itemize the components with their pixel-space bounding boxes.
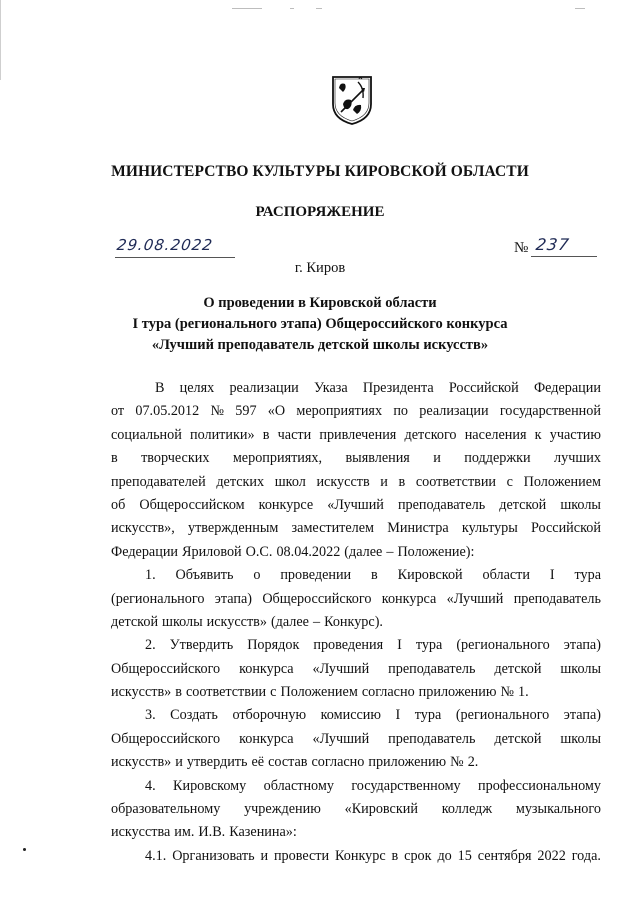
- word: преподаватель: [388, 730, 476, 747]
- word: проведении: [280, 567, 352, 584]
- word: согласно: [311, 754, 365, 771]
- word: преподаватель: [397, 496, 486, 513]
- word: 2022: [537, 847, 566, 864]
- word: реализации: [419, 403, 489, 420]
- word: этапа): [563, 707, 601, 724]
- word: в: [371, 567, 378, 584]
- scan-dot: [23, 848, 26, 851]
- word: «Лучший: [446, 590, 504, 607]
- word: искусств: [316, 473, 370, 490]
- word: области: [482, 567, 530, 584]
- word: №: [500, 684, 515, 701]
- word: Порядок: [247, 637, 300, 654]
- word: тура: [415, 637, 443, 654]
- word: (далее: [344, 543, 383, 560]
- word: I: [397, 637, 402, 654]
- word: до: [437, 847, 452, 864]
- word: «Кировский: [344, 801, 418, 818]
- word: искусств»: [206, 613, 267, 630]
- word: детской: [494, 660, 542, 677]
- word: Объявить: [175, 567, 234, 584]
- word: «О: [267, 403, 286, 420]
- word: областному: [263, 777, 334, 794]
- text-line: [111, 611, 601, 634]
- word: I: [395, 707, 401, 724]
- word: I: [549, 567, 555, 584]
- text-line: [111, 798, 601, 821]
- text-line: [111, 681, 601, 704]
- word: Конкурс).: [324, 613, 383, 630]
- word: отборочную: [232, 707, 307, 724]
- word: о: [253, 567, 261, 584]
- word: Федерации: [111, 543, 179, 560]
- word: Общероссийского: [111, 730, 221, 747]
- word: им.: [174, 824, 195, 841]
- document-body: [111, 377, 601, 868]
- word: –: [386, 543, 394, 560]
- word: 597: [235, 403, 257, 420]
- document-date: 29.08.2022: [115, 236, 215, 254]
- word: соответствии: [185, 684, 267, 701]
- word: её: [251, 754, 265, 771]
- text-line: [111, 564, 601, 587]
- ministry-title: МИНИСТЕРСТВО КУЛЬТУРЫ КИРОВСКОЙ ОБЛАСТИ: [111, 163, 529, 180]
- document-subject: [0, 293, 640, 356]
- word: и: [175, 754, 183, 771]
- scan-artifact: [290, 8, 294, 9]
- text-line: [111, 845, 601, 868]
- word: тура: [574, 567, 601, 584]
- word: государственному: [351, 777, 461, 794]
- paragraph-item-1: [111, 564, 601, 634]
- word: 3.: [145, 707, 156, 724]
- word: искусств»: [111, 684, 172, 701]
- word: «Лучший: [312, 730, 370, 747]
- word: в: [175, 684, 182, 701]
- word: (далее: [270, 613, 309, 630]
- word: выявления: [345, 450, 410, 467]
- word: (регионального: [111, 590, 205, 607]
- paragraph-item-4: [111, 775, 601, 845]
- word: 15: [457, 847, 472, 864]
- word: соответствии: [415, 473, 497, 490]
- word: и: [433, 450, 441, 467]
- word: состав: [268, 754, 308, 771]
- word: Федерации: [533, 380, 601, 396]
- word: –: [312, 613, 321, 630]
- word: Указа: [313, 380, 348, 396]
- word: (регионального: [455, 707, 550, 724]
- word: согласно: [361, 684, 415, 701]
- word: в: [111, 450, 118, 467]
- word: искусства: [111, 824, 171, 841]
- word: 07.05.2012: [135, 403, 200, 420]
- word: конкурса: [239, 730, 294, 747]
- word: 1.: [145, 567, 156, 584]
- word: по: [393, 403, 408, 420]
- word: мероприятиях: [296, 403, 383, 420]
- word: 4.: [145, 777, 156, 794]
- word: колледж: [441, 801, 493, 818]
- text-line: [111, 704, 601, 727]
- word: культуры: [461, 520, 518, 537]
- word: детской: [499, 496, 547, 513]
- word: и: [380, 473, 388, 490]
- word: участию: [549, 426, 601, 443]
- word: детской: [111, 613, 159, 630]
- word: Министра: [387, 520, 449, 537]
- word: «Лучший: [312, 660, 370, 677]
- word: Кировской: [397, 567, 463, 584]
- word: приложению: [368, 754, 447, 771]
- word: 4.1.: [145, 847, 167, 864]
- document-number: 237: [534, 235, 571, 254]
- word: Организовать: [172, 847, 255, 864]
- scan-artifact: [575, 8, 585, 9]
- word: детской: [494, 730, 542, 747]
- word: конкурса: [239, 660, 294, 677]
- word: 1.: [518, 684, 529, 701]
- word: Президента: [362, 380, 434, 396]
- date-underline: [115, 257, 235, 258]
- word: 08.04.2022: [276, 543, 341, 560]
- word: с: [506, 473, 513, 490]
- scan-edge-mark: [0, 0, 1, 80]
- word: преподаватель: [388, 660, 476, 677]
- word: проведения: [313, 637, 384, 654]
- word: Конкурс: [335, 847, 386, 864]
- text-line: [111, 471, 601, 494]
- word: от: [111, 403, 125, 420]
- word: срок: [404, 847, 432, 864]
- word: О.С.: [245, 543, 273, 560]
- word: заместителем: [291, 520, 375, 537]
- word: утвердить: [186, 754, 248, 771]
- document-type: РАСПОРЯЖЕНИЕ: [255, 204, 385, 220]
- word: Общероссийского: [111, 660, 221, 677]
- word: профессиональному: [478, 777, 601, 794]
- text-line: [111, 494, 601, 517]
- kirov-coat-of-arms-icon: [331, 74, 373, 126]
- word: Яриловой: [182, 543, 242, 560]
- word: года.: [571, 847, 601, 864]
- word: Создать: [170, 707, 218, 724]
- paragraph-item-2: [111, 634, 601, 704]
- text-line: [111, 728, 601, 751]
- word: утвержденным: [188, 520, 279, 537]
- word: конкурса: [381, 590, 437, 607]
- subject-line: О проведении в Кировской области: [203, 295, 437, 311]
- word: лучших: [554, 450, 601, 467]
- paragraph-item-4-1: [111, 845, 601, 868]
- word: школы: [560, 730, 601, 747]
- word: населения: [464, 426, 527, 443]
- word: с: [270, 684, 277, 701]
- word: учреждению: [244, 801, 321, 818]
- word: В: [155, 380, 165, 396]
- word: Положение):: [397, 543, 475, 560]
- word: сентября: [477, 847, 532, 864]
- word: Утвердить: [169, 637, 234, 654]
- subject-line: «Лучший преподаватель детской школы искусств»: [151, 337, 489, 353]
- word: искусств»,: [111, 520, 175, 537]
- text-line: [111, 447, 601, 470]
- word: этапа): [214, 590, 252, 607]
- text-line: [111, 424, 601, 447]
- text-line: [111, 377, 601, 400]
- text-line: [111, 517, 601, 540]
- text-line: [111, 541, 601, 564]
- word: об: [111, 496, 126, 513]
- text-line: [111, 588, 601, 611]
- word: Российской: [531, 520, 601, 537]
- word: к: [534, 426, 542, 443]
- word: в: [391, 847, 399, 864]
- text-line: [111, 751, 601, 774]
- word: комиссию: [320, 707, 381, 724]
- text-line: [111, 400, 601, 423]
- word: Общероссийского: [262, 590, 372, 607]
- word: школы: [560, 496, 601, 513]
- word: школы: [560, 660, 601, 677]
- word: части: [277, 426, 312, 443]
- word: №: [210, 403, 224, 420]
- word: конкурсе: [258, 496, 314, 513]
- word: государственной: [499, 403, 601, 420]
- word: тура: [414, 707, 442, 724]
- text-line: [111, 634, 601, 657]
- word: музыкального: [515, 801, 601, 818]
- word: этапа): [563, 637, 601, 654]
- word: реализации: [229, 380, 299, 396]
- word: в: [262, 426, 270, 443]
- word: целях: [179, 380, 215, 396]
- word: и: [260, 847, 269, 864]
- word: школ: [274, 473, 306, 490]
- word: Российской: [448, 380, 519, 396]
- word: образовательному: [111, 801, 221, 818]
- word: 2.: [467, 754, 479, 771]
- word: 2.: [145, 637, 156, 654]
- word: Кировскому: [173, 777, 247, 794]
- word: №: [450, 754, 464, 771]
- word: детского: [404, 426, 457, 443]
- word: преподаватель: [513, 590, 601, 607]
- number-label: №: [514, 240, 529, 256]
- paragraph-preamble: [111, 377, 601, 564]
- scan-artifact: [316, 8, 322, 9]
- word: школы: [162, 613, 203, 630]
- word: И.В.: [198, 824, 226, 841]
- word: политики»: [190, 426, 255, 443]
- word: социальной: [111, 426, 182, 443]
- word: искусств»: [111, 754, 172, 771]
- number-underline: [531, 256, 597, 257]
- word: в: [398, 473, 406, 490]
- word: привлечения: [319, 426, 397, 443]
- word: творческих: [141, 450, 210, 467]
- word: детских: [216, 473, 265, 490]
- word: Положением: [280, 684, 358, 701]
- word: поддержки: [464, 450, 531, 467]
- text-line: [111, 821, 601, 844]
- word: Казенина»:: [229, 824, 297, 841]
- word: Общероссийском: [139, 496, 245, 513]
- text-line: [111, 775, 601, 798]
- word: Положением: [523, 473, 601, 490]
- subject-line: I тура (регионального этапа) Общероссийского конкурса: [132, 316, 508, 332]
- word: провести: [273, 847, 330, 864]
- word: приложению: [418, 684, 497, 701]
- word: преподавателей: [111, 473, 206, 490]
- text-line: [111, 658, 601, 681]
- word: «Лучший: [327, 496, 384, 513]
- word: мероприятиях,: [232, 450, 323, 467]
- word: (регионального: [456, 637, 550, 654]
- paragraph-item-3: [111, 704, 601, 774]
- scan-artifact: [232, 8, 262, 9]
- document-city: г. Киров: [294, 260, 346, 276]
